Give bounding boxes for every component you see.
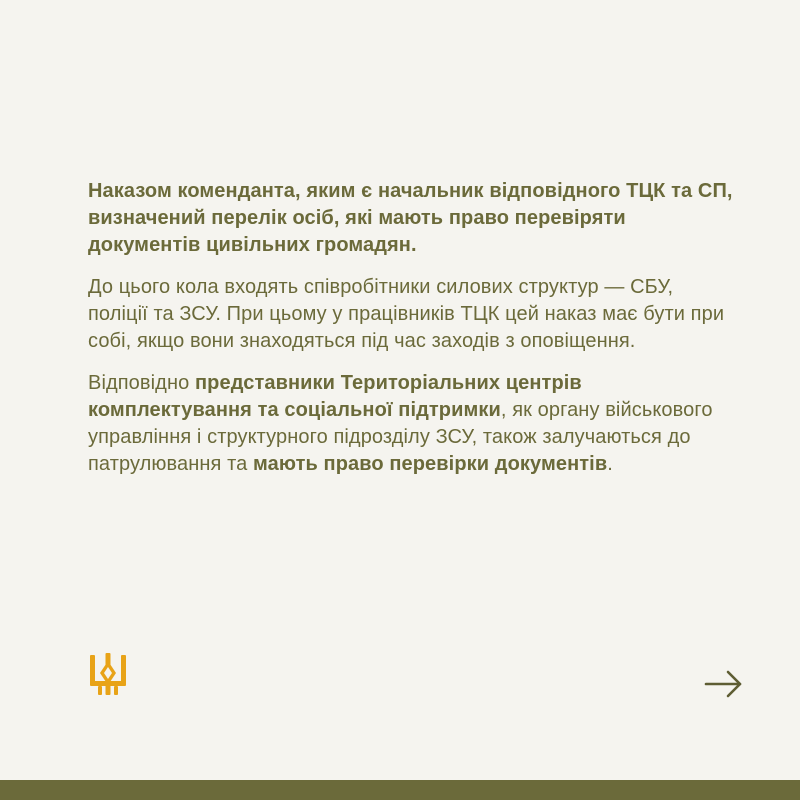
trident-icon: [88, 653, 128, 695]
bottom-accent-bar: [0, 780, 800, 800]
third-paragraph-part5: .: [607, 453, 613, 475]
text-block: [88, 178, 738, 493]
third-paragraph-part1: Відповідно: [88, 372, 195, 394]
third-paragraph-highlight-1: представники Територіальних центрів комплектування та соціальної підтримки: [88, 372, 582, 421]
arrow-right-icon[interactable]: [704, 666, 744, 702]
third-paragraph-highlight-2: мають право перевірки документів: [253, 453, 608, 475]
third-paragraph: [88, 370, 738, 478]
lead-paragraph: Наказом коменданта, яким є начальник відповідного ТЦК та СП, визначений перелік осіб, які мають право перевіряти документів цивільних громадян.: [88, 180, 733, 256]
second-paragraph: До цього кола входять співробітники силових структур — СБУ, поліції та ЗСУ. При цьому у працівників ТЦК цей наказ має бути при собі, якщо вони знаходяться під час заходів з оповіщення.: [88, 276, 725, 352]
third-paragraph-part3: , як органу військового управління і структурного підрозділу ЗСУ, також залучаються до патрулювання та: [88, 399, 713, 475]
